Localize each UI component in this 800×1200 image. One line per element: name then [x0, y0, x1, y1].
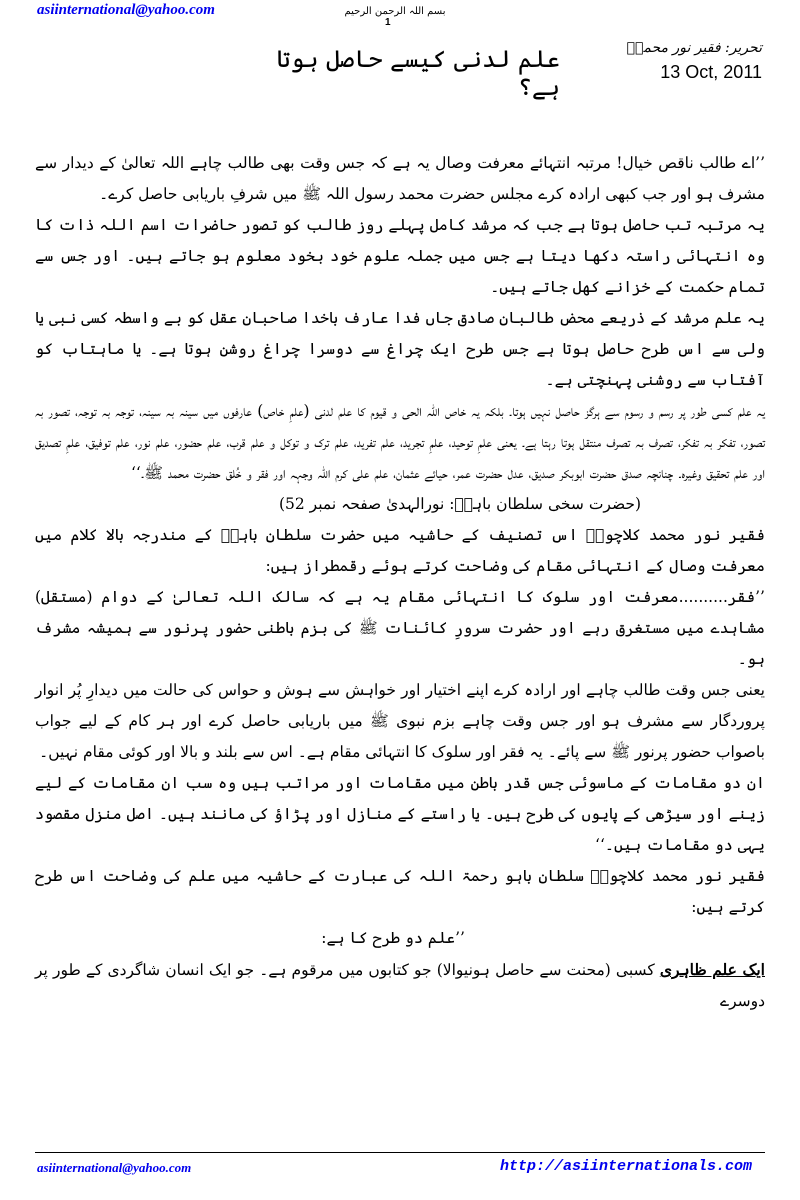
paragraph: یہ علم کسی طور پر رسم و رسوم سے ہرگز حاصل نہیں ہوتا۔ بلکہ یہ خاص اللہ الحی و قیوم کا علم لدنی (علمِ خاص) عارفوں میں سینہ بہ سینہ، توجہ بہ توجہ، تصور بہ تصور، تفکر بہ تفکر، تصرف بہ تصرف منتقل ہوتا رہتا ہے۔ یعنی علمِ توحید، علمِ تجرید، علم تفرید، علم ترک و توکل و علم قرب، علم حضور، علم نور، علم توفیق، علمِ تصدیق اور علم تحقیق وغیرہ۔ چنانچہ صدق حضرت ابوبکر صدیق، عدل حضرت عمر، حیائے عثمان، علم علی کرم اللہ وجہہ اور فقر و خُلق حضرت محمد ﷺ۔‘‘ [35, 402, 765, 482]
bismillah: بسم اللہ الرحمن الرحیم [344, 6, 446, 17]
paragraph: فقیر نور محمد کلاچویؒ اس تصنیف کے حاشیہ میں حضرت سلطان باہوؒ کے مندرجہ بالا کلام میں معرفت وصال کے انتہائی مقام کی وضاحت کرتے ہوئے رقمطراز ہیں: [35, 526, 765, 575]
paragraph: یعنی جس وقت طالب چاہے اور ارادہ کرے اپنے اختیار اور خواہش سے ہوش و حواس کی حالت میں دیدارِ پُر انوار پروردگار سے مشرف ہو اور جس وقت چاہے بزم نبوی ﷺ میں باریابی حاصل کرے اور ہر کام کے لیے جواب باصواب حضور پرنور ﷺ سے پائے۔ یہ فقر اور سلوک کا انتہائی مقام ہے۔ اس سے بلند و بالا اور کوئی مقام نہیں۔ [35, 681, 765, 761]
author-line: تحریر: فقیر نور محمدؒ [626, 40, 762, 56]
paragraph: فقیر نور محمد کلاچویؒ سلطان باہو رحمۃ اللہ کی عبارت کے حاشیہ میں علم کی وضاحت اس طرح کرتے ہیں: [35, 867, 765, 916]
subheading: ’’علم دو طرح کا ہے: [321, 929, 465, 947]
citation: (حضرت سخی سلطان باہوؒ: نورالہدیٰ صفحہ نمبر 52) [278, 495, 642, 513]
page-number: 1 [385, 17, 391, 28]
paragraph-text: کسبی (محنت سے حاصل ہونیوالا) جو کتابوں میں مرقوم ہے۔ جو ایک انسان شاگردی کے طور پر دوسرے [35, 961, 765, 1010]
paragraph: ’’اے طالب ناقص خیال! مرتبہ انتہائے معرفت وصال یہ ہے کہ جس وقت بھی طالب چاہے اللہ تعالیٰ کے دیدار سے مشرف ہو اور جب کبھی ارادہ کرے مجلس حضرت محمد رسول اللہ ﷺ میں شرفِ باریابی حاصل کرے۔ [35, 154, 765, 203]
paragraph: ان دو مقامات کے ماسوئی جس قدر باطن میں مقامات اور مراتب ہیں وہ سب ان مقامات کے لیے زینے اور سیڑھی کے پایوں کی طرح ہیں۔ یا راستے کے منازل اور پڑاؤ کی مانند ہیں۔ اصل منزل مقصود یہی دو مقامات ہیں۔‘‘ [35, 774, 765, 854]
article-body [35, 148, 765, 1017]
page-title: علم لدنی کیسے حاصل ہوتا ہے؟ [276, 45, 560, 101]
paragraph: یہ مرتبہ تب حاصل ہوتا ہے جب کہ مرشد کامل پہلے روز طالب کو تصور حاضرات اسم اللہ ذات کا وہ انتہائی راستہ دکھا دیتا ہے جس میں جملہ علوم خود بخود معلوم ہو جاتے ہیں۔ اور جس سے تمام حکمت کے خزانے کھل جاتے ہیں۔ [35, 216, 765, 296]
paragraph: یہ علم مرشد کے ذریعے محض طالبانِ صادق جاں فدا عارف باخدا صاحبانِ عقل کو بے واسطہ کسی نبی یا ولی سے اس طرح حاصل ہوتا ہے جس طرح ایک چراغ سے دوسرا چراغ روشن ہوتا ہے۔ یا ماہتاب کو آفتاب سے روشنی پہنچتی ہے۔ [35, 309, 765, 389]
footer-website-link[interactable]: http://asiinternationals.com [500, 1158, 753, 1175]
date: 13 Oct, 2011 [660, 62, 762, 82]
paragraph: ’’فقر..........معرفت اور سلوک کا انتہائی مقام یہ ہے کہ سالک اللہ تعالیٰ کے دوام (مستقل) مشاہدے میں مستغرق رہے اور حضرت سرورِ کائنات ﷺ کی بزم باطنی حضور پرنور سے ہمیشہ مشرف ہو۔ [35, 588, 765, 668]
header-email-link[interactable]: asiinternational@yahoo.com [37, 2, 215, 18]
footer-email-link[interactable]: asiinternational@yahoo.com [37, 1160, 192, 1175]
footer-divider [35, 1152, 765, 1153]
bold-term: ایک علم ظاہری [659, 960, 765, 979]
paragraph [35, 954, 765, 1017]
